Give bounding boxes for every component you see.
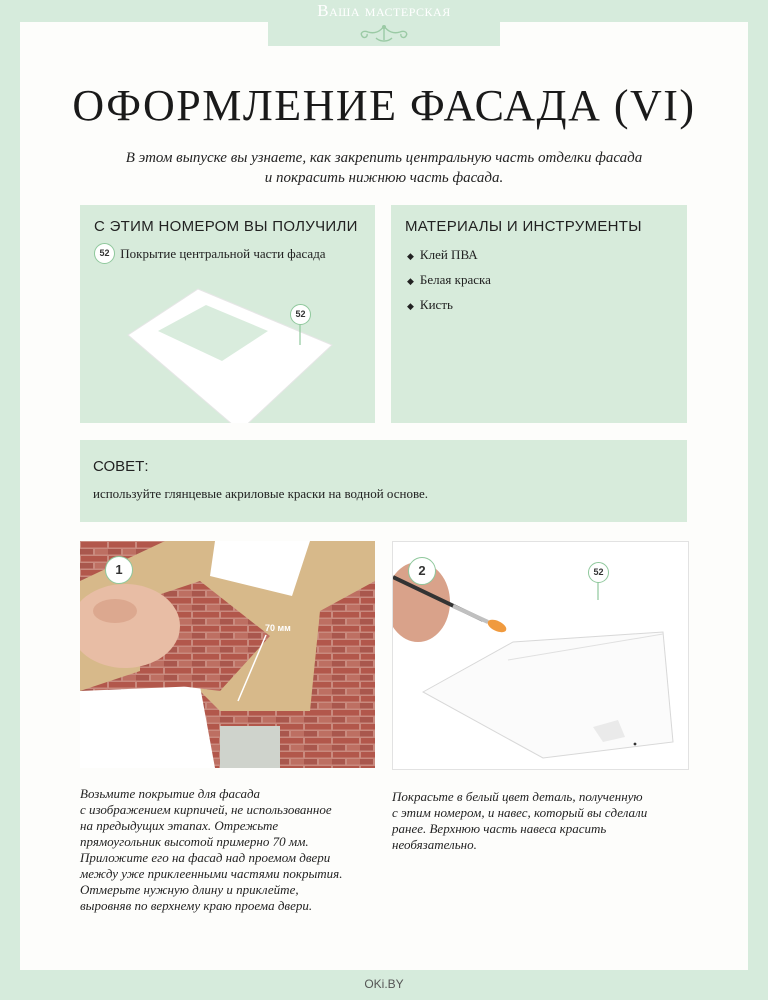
- materials-list: [407, 247, 491, 322]
- page-title: ОФОРМЛЕНИЕ ФАСАДА (VI): [72, 81, 696, 130]
- materials-item: [407, 272, 491, 297]
- bullet-icon: ◆: [407, 276, 414, 286]
- step-1-photo: [80, 541, 375, 768]
- caption-line: необязательно.: [392, 837, 477, 852]
- tip-panel: [80, 440, 687, 522]
- materials-panel: [391, 205, 687, 423]
- watermark: OKi.BY: [364, 977, 404, 991]
- caption-line: Возьмите покрытие для фасада: [80, 786, 261, 801]
- tip-heading: СОВЕТ:: [93, 458, 149, 475]
- intro-text: [90, 148, 678, 188]
- tip-text: используйте глянцевые акриловые краски на водной основе.: [93, 486, 429, 501]
- caption-line: выровняв по верхнему краю проема двери.: [80, 898, 313, 913]
- materials-item: [407, 297, 491, 322]
- step-2-callout-badge: 52: [588, 562, 609, 583]
- caption-line: с изображением кирпичей, не использованное: [80, 802, 332, 817]
- step-2-number-badge: 2: [408, 557, 436, 585]
- part-number-badge: 52: [94, 243, 115, 264]
- caption-line: на предыдущих этапах. Отрежьте: [80, 818, 279, 833]
- bullet-icon: ◆: [407, 301, 414, 311]
- part-callout-badge: 52: [290, 304, 311, 325]
- intro-line-1: В этом выпуске вы узнаете, как закрепить центральную часть отделки фасада: [125, 150, 643, 166]
- ornament-icon: [354, 22, 414, 44]
- materials-item-label: Белая краска: [419, 272, 491, 287]
- received-item-name: Покрытие центральной части фасада: [120, 245, 326, 261]
- section-header: [268, 0, 500, 46]
- materials-item: [407, 247, 491, 272]
- caption-line: Покрасьте в белый цвет деталь, полученную: [392, 789, 643, 804]
- materials-item-label: Клей ПВА: [419, 247, 478, 262]
- measure-label: 70 мм: [265, 623, 291, 633]
- materials-item-label: Кисть: [419, 297, 453, 312]
- caption-line: Отмерьте нужную длину и приклейте,: [80, 882, 299, 897]
- caption-line: с этим номером, и навес, который вы сделали: [392, 805, 648, 820]
- received-panel: [80, 205, 375, 423]
- step-1-number-badge: 1: [105, 556, 133, 584]
- step-2-photo: [392, 541, 689, 770]
- section-title: Ваша мастерская: [317, 1, 451, 20]
- materials-heading: МАТЕРИАЛЫ И ИНСТРУМЕНТЫ: [405, 218, 642, 235]
- facade-cover-part-image: [80, 205, 375, 423]
- caption-line: Приложите его на фасад над проемом двери: [80, 850, 331, 865]
- step-2-caption: [392, 789, 692, 853]
- received-heading: С ЭТИМ НОМЕРОМ ВЫ ПОЛУЧИЛИ: [94, 218, 358, 235]
- caption-line: между уже приклеенными частями покрытия.: [80, 866, 343, 881]
- caption-line: прямоугольник высотой примерно 70 мм.: [80, 834, 309, 849]
- intro-line-2: и покрасить нижнюю часть фасада.: [264, 170, 504, 186]
- caption-line: ранее. Верхнюю часть навеса красить: [392, 821, 607, 836]
- step-1-caption: [80, 786, 380, 914]
- bullet-icon: ◆: [407, 251, 414, 261]
- painting-part-image: [393, 542, 688, 769]
